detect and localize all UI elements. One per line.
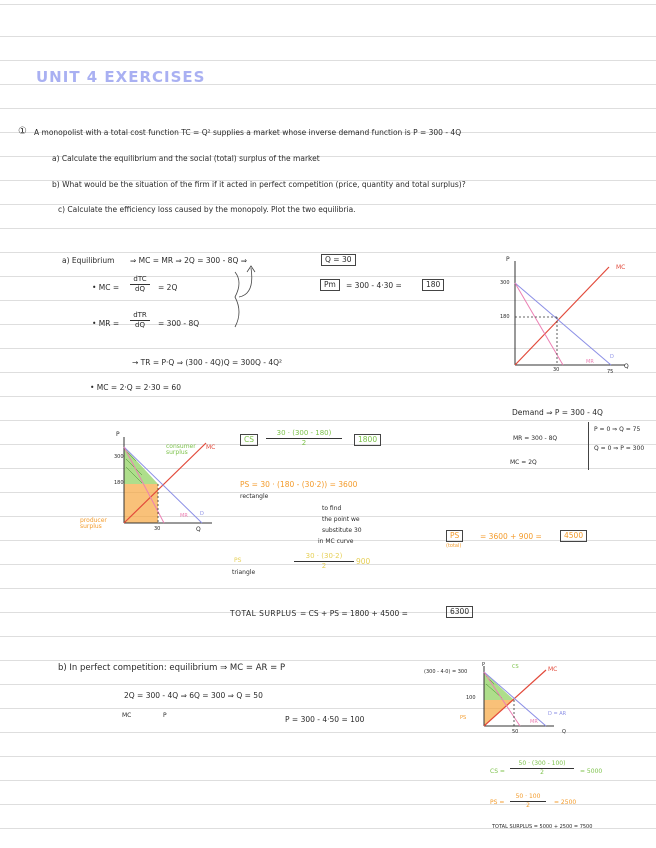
mr-left: • MR = bbox=[92, 319, 120, 328]
ps-total-result-box: 4500 bbox=[560, 530, 587, 542]
demand-line: Demand ⇒ P = 300 - 4Q bbox=[512, 408, 603, 417]
mr-line: MR = 300 - 8Q bbox=[513, 435, 558, 442]
triangle-result: 900 bbox=[356, 557, 371, 566]
competition-graph bbox=[476, 662, 586, 742]
graph2-mc-label: MC bbox=[206, 444, 216, 451]
problem-statement: A monopolist with a total cost function TC = Q² supplies a market whose inverse demand function is P = 300 - 4Q bbox=[34, 128, 462, 137]
part-b-cs-numerator: 50 · (300 - 100) bbox=[518, 760, 566, 767]
problem-part-c: c) Calculate the efficiency loss caused by the monopoly. Plot the two equilibria. bbox=[58, 205, 356, 214]
graph3-mc-label: MC bbox=[548, 666, 558, 673]
tofind-3: substitute 30 bbox=[322, 527, 362, 534]
ps-rect-equation: PS = 30 · (180 - (30·2)) = 3600 bbox=[240, 480, 358, 489]
part-b-p-under: P bbox=[163, 712, 167, 719]
part-b-ps-denominator: 2 bbox=[526, 802, 530, 809]
problem-number: ① bbox=[18, 126, 27, 137]
triangle-word: triangle bbox=[232, 569, 256, 576]
part-b-ps-numerator: 50 · 100 bbox=[515, 793, 541, 800]
monopoly-graph bbox=[497, 253, 637, 378]
page-title: UNIT 4 EXERCISES bbox=[36, 68, 206, 86]
ts-label: TOTAL SURPLUS bbox=[230, 609, 297, 618]
mc-right: = 2Q bbox=[158, 283, 178, 292]
graph1-300: 300 bbox=[500, 280, 510, 286]
pm-result-box: 180 bbox=[422, 279, 444, 291]
graph2-d-label: D bbox=[200, 511, 204, 517]
graph1-q-axis: Q bbox=[624, 363, 629, 370]
graph3-q-axis: Q bbox=[562, 729, 566, 735]
ts-result-box: 6300 bbox=[446, 606, 473, 618]
graph2-q-axis: Q bbox=[196, 526, 201, 533]
brace-arrow bbox=[225, 262, 265, 332]
graph2-30: 30 bbox=[154, 526, 161, 532]
cs-denominator: 2 bbox=[301, 439, 307, 447]
graph3-pc-label: (300 - 4·0) = 300 bbox=[424, 669, 468, 675]
graph1-180: 180 bbox=[500, 314, 510, 320]
ps-rect-word: rectangle bbox=[240, 493, 269, 500]
triangle-ps-label: PS bbox=[234, 557, 242, 564]
tofind-4: in MC curve bbox=[318, 538, 354, 545]
q-result-box: Q = 30 bbox=[321, 254, 356, 266]
ps-total-label: PS bbox=[446, 530, 463, 542]
mc-denominator: dQ bbox=[135, 285, 145, 293]
part-b-total-surplus: TOTAL SURPLUS = 5000 + 2500 = 7500 bbox=[492, 824, 593, 830]
graph3-d-ar-label: D = AR bbox=[548, 711, 567, 717]
graph2-mr-label: MR bbox=[180, 513, 188, 519]
ps-total-sub: (total) bbox=[446, 543, 462, 549]
tofind-1: to find bbox=[322, 505, 342, 512]
pm-equation: = 300 - 4·30 = bbox=[346, 281, 402, 290]
graph1-p-axis: P bbox=[506, 256, 510, 263]
graph1-d-label: D bbox=[610, 354, 614, 360]
part-b-ps-result: = 2500 bbox=[554, 799, 577, 806]
p0-line: P = 0 ⇒ Q = 75 bbox=[594, 426, 641, 433]
part-a-equation: ⇒ MC = MR ⇒ 2Q = 300 - 8Q ⇒ bbox=[130, 256, 248, 265]
divider bbox=[588, 422, 589, 470]
mc-line: MC = 2Q bbox=[510, 459, 537, 466]
graph3-50: 50 bbox=[512, 729, 519, 735]
cs-numerator: 30 · (300 - 180) bbox=[276, 429, 332, 437]
part-b-label: b) In perfect competition: equilibrium ⇒ MC = AR = P bbox=[58, 663, 286, 673]
graph1-30: 30 bbox=[553, 367, 560, 373]
producer-surplus-label: producer surplus bbox=[80, 517, 107, 530]
part-b-cs-result: = 5000 bbox=[580, 768, 603, 775]
graph3-100: 100 bbox=[466, 695, 476, 701]
problem-part-a: a) Calculate the equilibrium and the social (total) surplus of the market bbox=[52, 154, 320, 163]
graph1-mr-label: MR bbox=[586, 359, 594, 365]
part-b-cs-denominator: 2 bbox=[540, 769, 544, 776]
ts-equation: = CS + PS = 1800 + 4500 = bbox=[300, 609, 408, 618]
part-b-equation: 2Q = 300 - 4Q ⇒ 6Q = 300 ⇒ Q = 50 bbox=[124, 691, 263, 700]
mc-value-line: • MC = 2·Q = 2·30 = 60 bbox=[90, 383, 181, 392]
part-b-cs-fraction bbox=[510, 761, 574, 776]
problem-part-b: b) What would be the situation of the firm if it acted in perfect competition (price, quantity and total surplus)? bbox=[52, 180, 466, 189]
consumer-surplus-label: consumer surplus bbox=[166, 443, 196, 456]
graph2-180: 180 bbox=[114, 480, 124, 486]
mc-fraction bbox=[130, 276, 150, 293]
ps-total-equation: = 3600 + 900 = bbox=[480, 532, 542, 541]
triangle-numerator: 30 · (30·2) bbox=[305, 552, 343, 560]
mc-numerator: dTC bbox=[133, 275, 147, 283]
part-b-ps-fraction bbox=[510, 794, 546, 809]
graph3-p-axis: P bbox=[482, 662, 486, 668]
graph2-300: 300 bbox=[114, 454, 124, 460]
triangle-fraction bbox=[294, 553, 354, 570]
pm-label: Pm bbox=[320, 279, 340, 291]
mr-right: = 300 - 8Q bbox=[158, 319, 200, 328]
mr-fraction bbox=[130, 312, 150, 329]
cs-fraction bbox=[266, 430, 342, 447]
graph3-cs-label: CS bbox=[512, 664, 519, 670]
mc-left: • MC = bbox=[92, 283, 120, 292]
tr-line: → TR = P·Q ⇒ (300 - 4Q)Q = 300Q - 4Q² bbox=[132, 358, 283, 367]
cs-result-box: 1800 bbox=[354, 434, 381, 446]
graph2-p-axis: P bbox=[116, 431, 120, 438]
part-b-mc-under: MC bbox=[122, 712, 132, 719]
graph1-mc-label: MC bbox=[616, 264, 626, 271]
mr-numerator: dTR bbox=[133, 311, 147, 319]
part-b-cs-label: CS = bbox=[490, 768, 505, 775]
mr-denominator: dQ bbox=[135, 321, 145, 329]
graph1-75: 75 bbox=[607, 369, 614, 375]
graph3-ps-label: PS bbox=[460, 715, 467, 721]
graph3-mr-label: MR bbox=[530, 719, 538, 725]
part-a-label: a) Equilibrium bbox=[62, 256, 115, 265]
cs-label: CS bbox=[240, 434, 258, 446]
part-b-ps-label: PS = bbox=[490, 799, 505, 806]
tofind-2: the point we bbox=[322, 516, 360, 523]
triangle-denominator: 2 bbox=[321, 562, 327, 570]
part-b-price: P = 300 - 4·50 = 100 bbox=[285, 715, 365, 724]
q0-line: Q = 0 ⇒ P = 300 bbox=[594, 445, 645, 452]
